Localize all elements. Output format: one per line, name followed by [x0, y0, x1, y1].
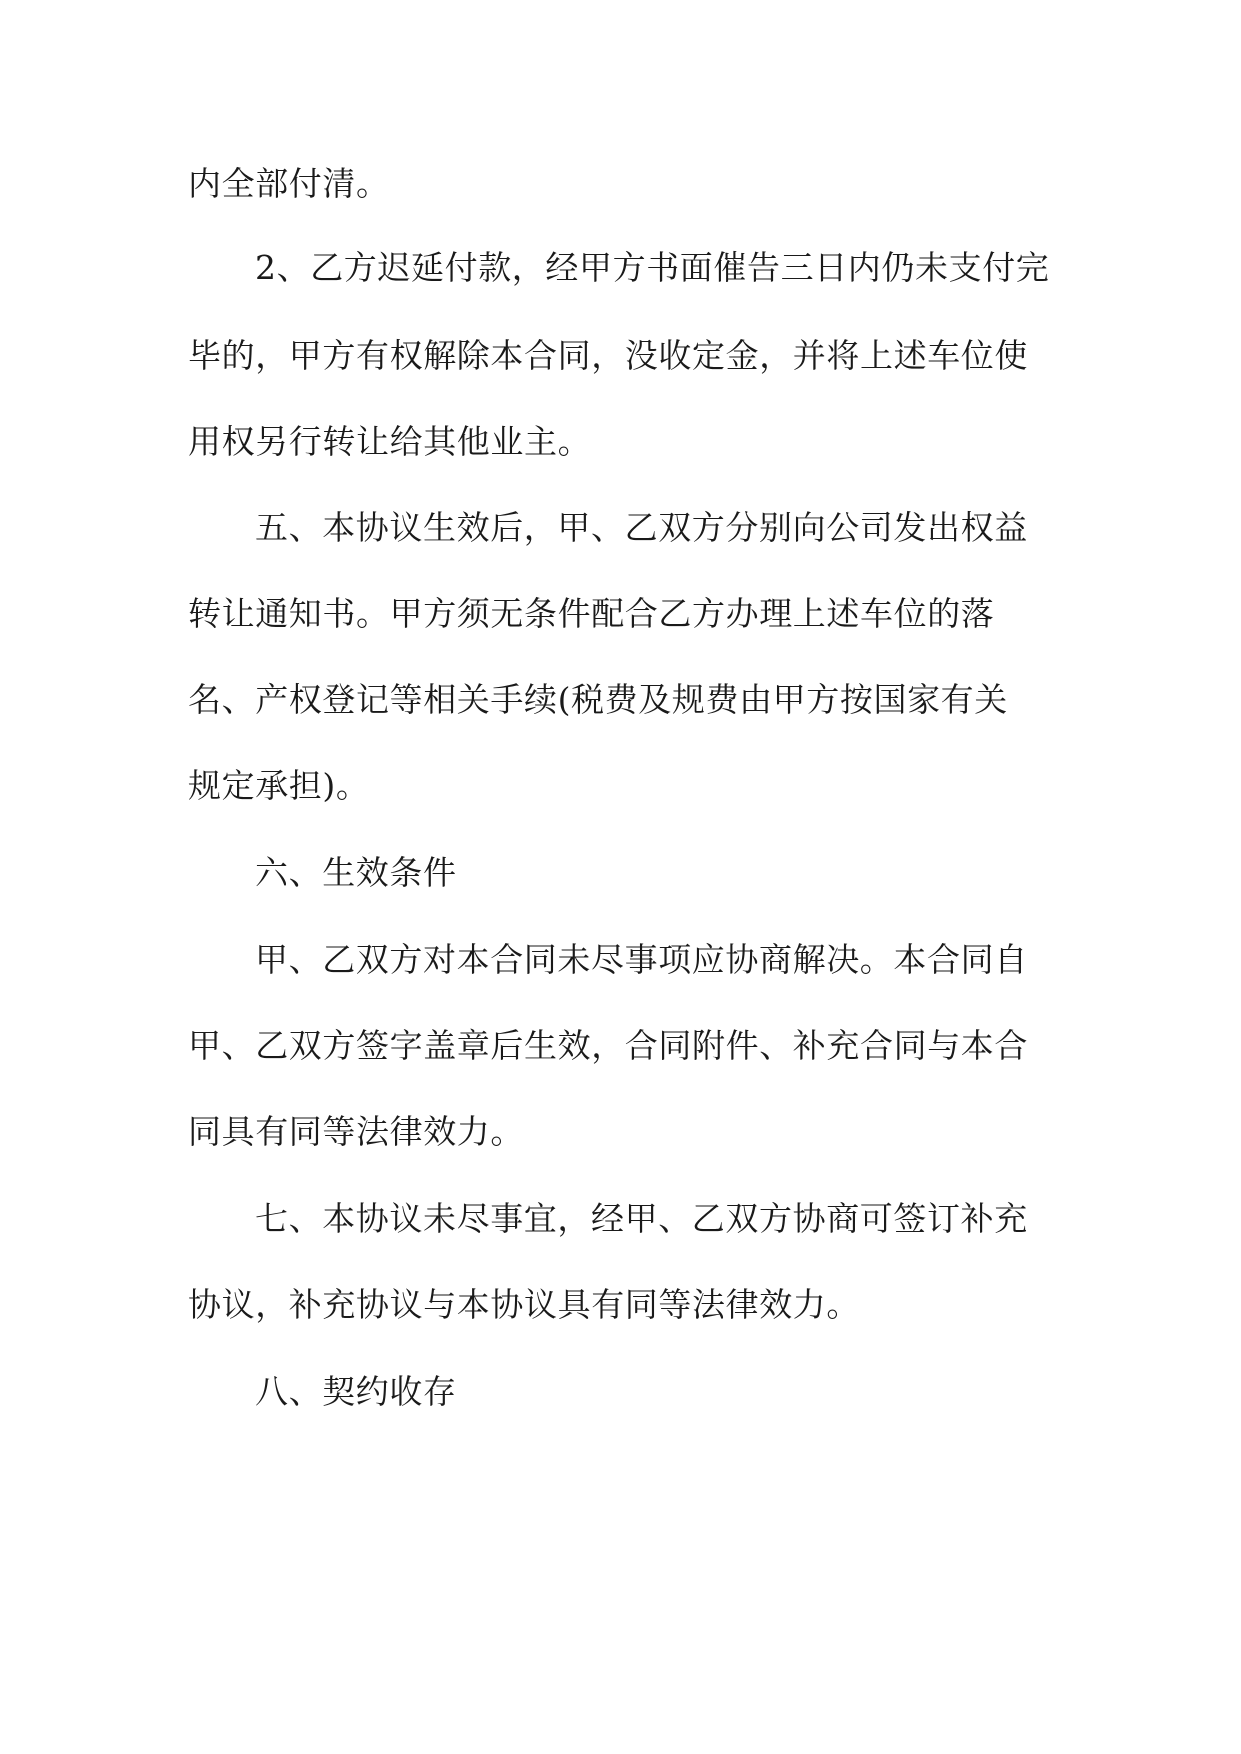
- section-8-heading: 八、契约收存: [255, 1372, 457, 1411]
- text-line: 规定承担)。: [188, 766, 370, 805]
- paragraph-2-start: 2、乙方迟延付款，经甲方书面催告三日内仍未支付完: [255, 248, 1050, 287]
- text-line: 协议，补充协议与本协议具有同等法律效力。: [188, 1285, 860, 1324]
- section-7-start: 七、本协议未尽事宜，经甲、乙双方协商可签订补充: [255, 1199, 1028, 1238]
- paragraph-start: 甲、乙双方对本合同未尽事项应协商解决。本合同自: [255, 940, 1028, 979]
- text-line: 同具有同等法律效力。: [188, 1112, 524, 1151]
- text-line: 内全部付清。: [188, 164, 390, 203]
- section-5-start: 五、本协议生效后，甲、乙双方分别向公司发出权益: [255, 508, 1028, 547]
- text-line: 名、产权登记等相关手续(税费及规费由甲方按国家有关: [188, 680, 1008, 719]
- text-line: 毕的，甲方有权解除本合同，没收定金，并将上述车位使: [188, 336, 1028, 375]
- text-line: 甲、乙双方签字盖章后生效，合同附件、补充合同与本合: [188, 1026, 1028, 1065]
- section-6-heading: 六、生效条件: [255, 853, 457, 892]
- text-line: 用权另行转让给其他业主。: [188, 422, 592, 461]
- text-line: 转让通知书。甲方须无条件配合乙方办理上述车位的落: [188, 594, 995, 633]
